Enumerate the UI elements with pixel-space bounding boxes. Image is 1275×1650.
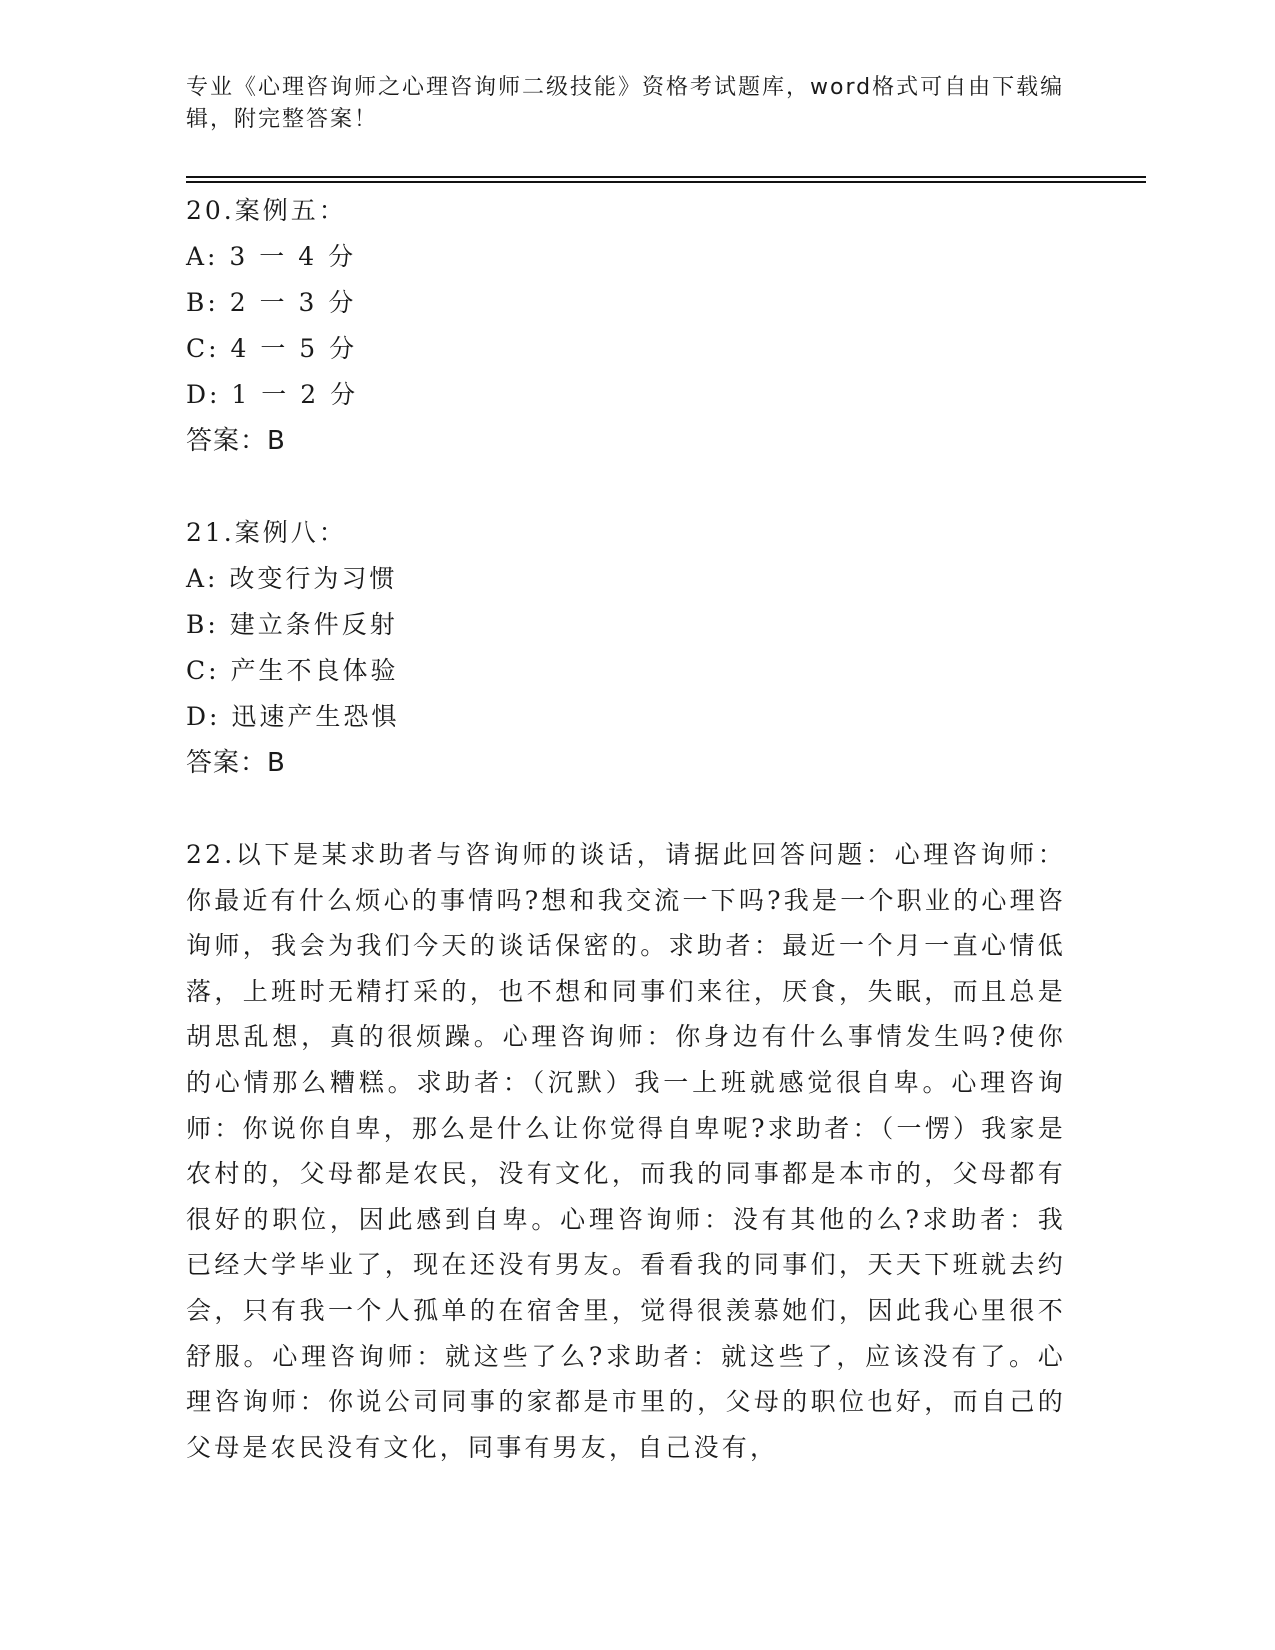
question-stem: 20.案例五： <box>186 196 347 225</box>
question-list <box>186 188 1066 1470</box>
answer-line: 答案：B <box>186 748 286 778</box>
option-c: C: 产生不良体验 <box>186 656 399 685</box>
option-b: B: 2 一 3 分 <box>186 288 357 317</box>
question-stem-paragraph: 22.以下是某求助者与咨询师的谈话，请据此回答问题：心理咨询师：你最近有什么烦心的事情吗?想和我交流一下吗?我是一个职业的心理咨询师，我会为我们今天的谈话保密的。求助者：最近一个月一直心情低落，上班时无精打采的，也不想和同事们来往，厌食，失眠，而且总是胡思乱想，真的很烦躁。心理咨询师：你身边有什么事情发生吗?使你的心情那么糟糕。求助者：（沉默）我一上班就感觉很自卑。心理咨询师：你说你自卑，那么是什么让你觉得自卑呢?求助者：（一愣）我家是农村的，父母都是农民，没有文化，而我的同事都是本市的，父母都有很好的职位，因此感到自卑。心理咨询师：没有其他的么?求助者：我已经大学毕业了，现在还没有男友。看看我的同事们，天天下班就去约会，只有我一个人孤单的在宿舍里，觉得很羡慕她们，因此我心里很不舒服。心理咨询师：就这些了么?求助者：就这些了，应该没有了。心理咨询师：你说公司同事的家都是市里的，父母的职位也好，而自己的父母是农民没有文化，同事有男友，自己没有， <box>186 840 1066 1462</box>
document-header: 专业《心理咨询师之心理咨询师二级技能》资格考试题库，word格式可自由下载编辑，附完整答案！ <box>186 75 1065 132</box>
question-21 <box>186 510 1066 786</box>
spacer <box>186 786 1066 832</box>
option-c: C: 4 一 5 分 <box>186 334 358 363</box>
question-stem: 21.案例八： <box>186 518 347 547</box>
question-20 <box>186 188 1066 464</box>
option-d: D: 1 一 2 分 <box>186 380 359 409</box>
header-rule-top <box>186 176 1146 178</box>
option-d: D: 迅速产生恐惧 <box>186 702 400 731</box>
answer-line: 答案：B <box>186 426 286 456</box>
question-22 <box>186 832 1066 1470</box>
option-a: A: 改变行为习惯 <box>186 564 398 593</box>
spacer <box>186 464 1066 510</box>
option-b: B: 建立条件反射 <box>186 610 398 639</box>
option-a: A: 3 一 4 分 <box>186 242 357 271</box>
header-rule-bottom <box>186 181 1146 183</box>
